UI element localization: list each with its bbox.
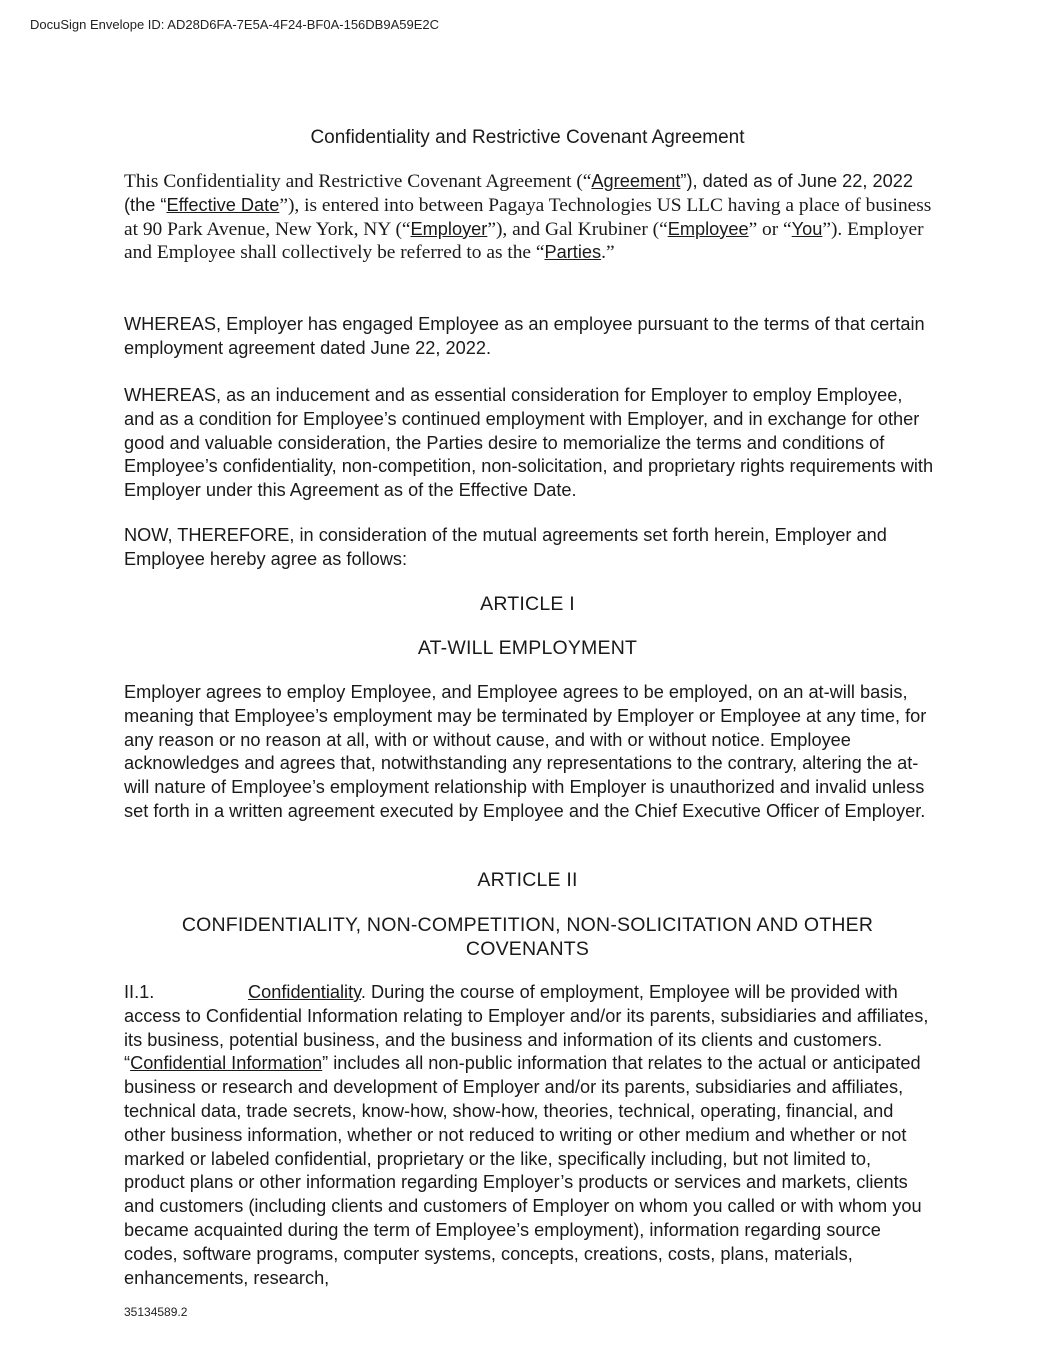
section-number: II.1. xyxy=(124,982,155,1002)
whereas-paragraph-1: WHEREAS, Employer has engaged Employee as an employee pursuant to the terms of that certain employment agreement dated June 22, 2022. xyxy=(124,314,925,358)
intro-paragraph: This Confidentiality and Restrictive Covenant Agreement (“Agreement”), dated as of June 22, 2022 (the “Effective Date”), is entered into between Pagaya Technologies US LLC having a place of business at 90 Park Avenue, New York, NY (“Employer”), and Gal Krubiner (“Employee” or “You”). Employer and Employee shall collectively be referred to as the “Parties.” xyxy=(124,171,932,264)
defined-term-employee: Employee xyxy=(667,218,749,239)
article-1-label: ARTICLE I xyxy=(480,593,575,615)
section-title-confidentiality: Confidentiality xyxy=(248,982,361,1002)
footer-document-number: 35134589.2 xyxy=(124,1305,188,1319)
whereas-paragraph-2: WHEREAS, as an inducement and as essential consideration for Employer to employ Employee, and as a condition for Employee’s continued employment with Employer, and in exchange for other good and valuable consideration, the Parties desire to memorialize the terms and conditions of Employee’s confidentiality, non-competition, non-solicitation, and proprietary rights requirements with Employer under this Agreement as of the Effective Date. xyxy=(124,385,934,501)
article-1-heading: AT-WILL EMPLOYMENT xyxy=(417,637,638,659)
defined-term-parties: Parties xyxy=(544,242,602,263)
defined-term-agreement: Agreement xyxy=(591,171,681,191)
defined-term-you: You xyxy=(791,218,823,239)
section-2-1-paragraph: II.1. Confidentiality. During the course of employment, Employee will be provided with access to Confidential Information relating to Employer and/or its parents, subsidiaries and affiliates, its business, potential business, and the business and information of its clients and customers. “Confidential Information” includes all non-public information that relates to the actual or anticipated business or research and development of Employer and/or its parents, subsidiaries and affiliates, technical data, trade secrets, know-how, show-how, theories, technical, operating, financial, and other business information, whether or not reduced to writing or other medium and whether or not marked or labeled confidential, proprietary or the like, specifically including, but not limited to, product plans or other information regarding Employer’s products or services and markets, clients and customers (including clients and customers of Employer on whom you called or with whom you became acquainted during the term of Employee’s employment), information regarding source codes, software programs, computer systems, concepts, creations, costs, plans, materials, enhancements, research, xyxy=(124,982,929,1288)
now-therefore-paragraph: NOW, THEREFORE, in consideration of the mutual agreements set forth herein, Employer and Employee hereby agree as follows: xyxy=(124,525,887,569)
page-title: Confidentiality and Restrictive Covenant Agreement xyxy=(310,127,745,148)
defined-term-confidential-information: Confidential Information xyxy=(130,1053,323,1074)
defined-term-effective-date: Effective Date xyxy=(166,194,280,215)
docusign-envelope-id: DocuSign Envelope ID: AD28D6FA-7E5A-4F24-BF0A-156DB9A59E2C xyxy=(30,17,439,32)
article-2-heading: CONFIDENTIALITY, NON-COMPETITION, NON-SOLICITATION AND OTHER COVENANTS xyxy=(181,914,874,960)
defined-term-employer: Employer xyxy=(410,218,488,239)
article-2-label: ARTICLE II xyxy=(477,869,578,891)
article-1-body: Employer agrees to employ Employee, and Employee agrees to be employed, on an at-will basis, meaning that Employee’s employment may be terminated by Employer or Employee at any time, for any reason or no reason at all, with or without cause, and with or without notice. Employee acknowledges and agrees that, notwithstanding any representations to the contrary, altering the at-will nature of Employee’s employment relationship with Employer is unauthorized and invalid unless set forth in a written agreement executed by Employee and the Chief Executive Officer of Employer. xyxy=(124,682,927,821)
